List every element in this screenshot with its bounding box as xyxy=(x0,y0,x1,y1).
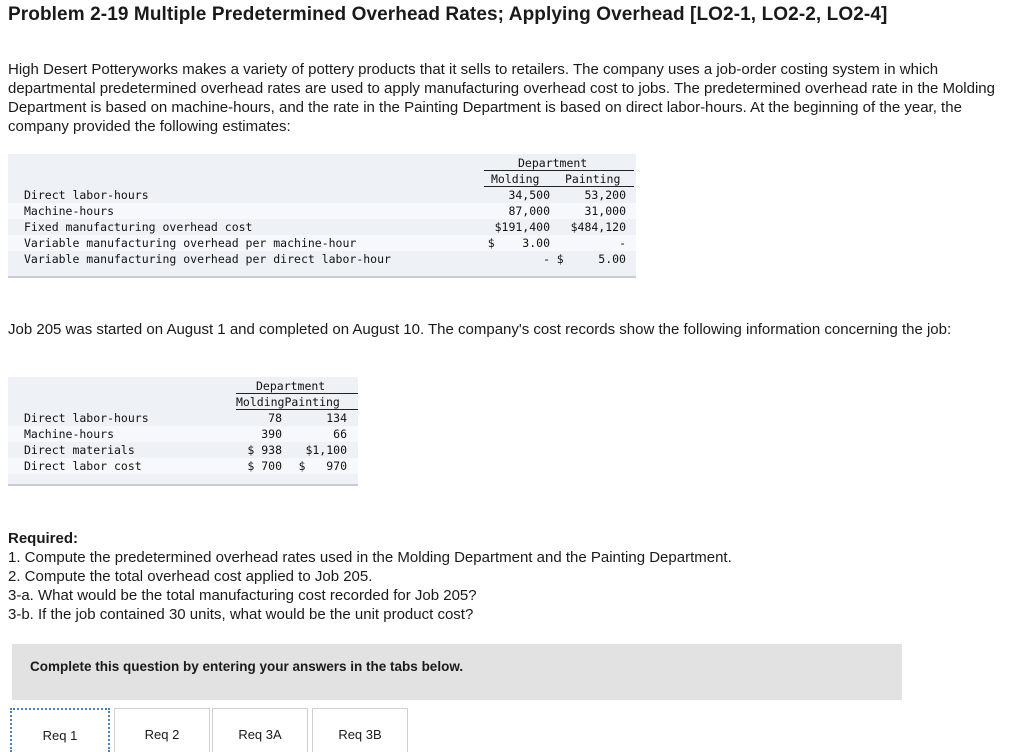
job-col-header: MoldingPainting xyxy=(236,395,340,409)
table-row: Direct labor cost $ 700 $ 970 xyxy=(8,458,358,474)
table-row: Direct labor-hours 34,500 53,200 xyxy=(24,188,626,202)
table-row: Variable manufacturing overhead per machine-hour $ 3.00 - xyxy=(8,235,636,251)
table-row: Direct labor-hours 78 134 xyxy=(24,411,347,425)
estimates-col-painting: Painting xyxy=(565,172,621,186)
table-row: Variable manufacturing overhead per direct labor-hour - $ 5.00 xyxy=(24,252,626,266)
instruction-text: Complete this question by entering your answers in the tabs below. xyxy=(30,659,464,674)
intro-paragraph: High Desert Potteryworks makes a variety of pottery products that it sells to retailers. The company uses a job-order costing system in which departmental predetermined overhead rates are used to apply manufacturing overhead cost to jobs. The predetermined overhead rate in the Molding Department is based on machine-hours, and the rate in the Painting Department is based on direct labor-hours. At the beginning of the year, the company provided the following estimates: xyxy=(8,61,995,135)
required-item: 3-a. What would be the total manufacturing cost recorded for Job 205? xyxy=(8,587,477,604)
estimates-header-rule xyxy=(484,170,634,171)
tab-req-1[interactable]: Req 1 xyxy=(10,708,110,752)
tab-req-3a[interactable]: Req 3A xyxy=(212,708,308,752)
estimates-dept-header: Department xyxy=(518,156,588,170)
job-table xyxy=(8,377,358,486)
required-item: 3-b. If the job contained 30 units, what would be the unit product cost? xyxy=(8,606,474,623)
required-section xyxy=(8,529,732,624)
tab-req-3b[interactable]: Req 3B xyxy=(312,708,408,752)
required-item: 2. Compute the total overhead cost applied to Job 205. xyxy=(8,568,373,585)
table-row: Fixed manufacturing overhead cost $191,400 $484,120 xyxy=(24,220,626,234)
instruction-banner xyxy=(12,644,902,700)
job-dept-header: Department xyxy=(256,379,326,393)
table-row: Machine-hours 390 66 xyxy=(8,426,358,442)
table-row: Direct materials $ 938 $1,100 xyxy=(24,443,347,457)
tab-req-2[interactable]: Req 2 xyxy=(114,708,210,752)
estimates-bottom-rule xyxy=(8,276,636,278)
estimates-table xyxy=(8,154,636,278)
job-header-rule xyxy=(236,393,358,394)
required-heading: Required: xyxy=(8,530,79,547)
job-intro-paragraph: Job 205 was started on August 1 and completed on August 10. The company's cost records show the following information concerning the job: xyxy=(8,321,952,338)
problem-title: Problem 2-19 Multiple Predetermined Overhead Rates; Applying Overhead [LO2-1, LO2-2, LO2-4] xyxy=(8,4,888,25)
job-bottom-rule xyxy=(8,484,358,486)
table-row: Machine-hours 87,000 31,000 xyxy=(8,203,636,219)
estimates-col-molding: Molding xyxy=(491,172,540,186)
required-item: 1. Compute the predetermined overhead rates used in the Molding Department and the Painting Department. xyxy=(8,549,732,566)
